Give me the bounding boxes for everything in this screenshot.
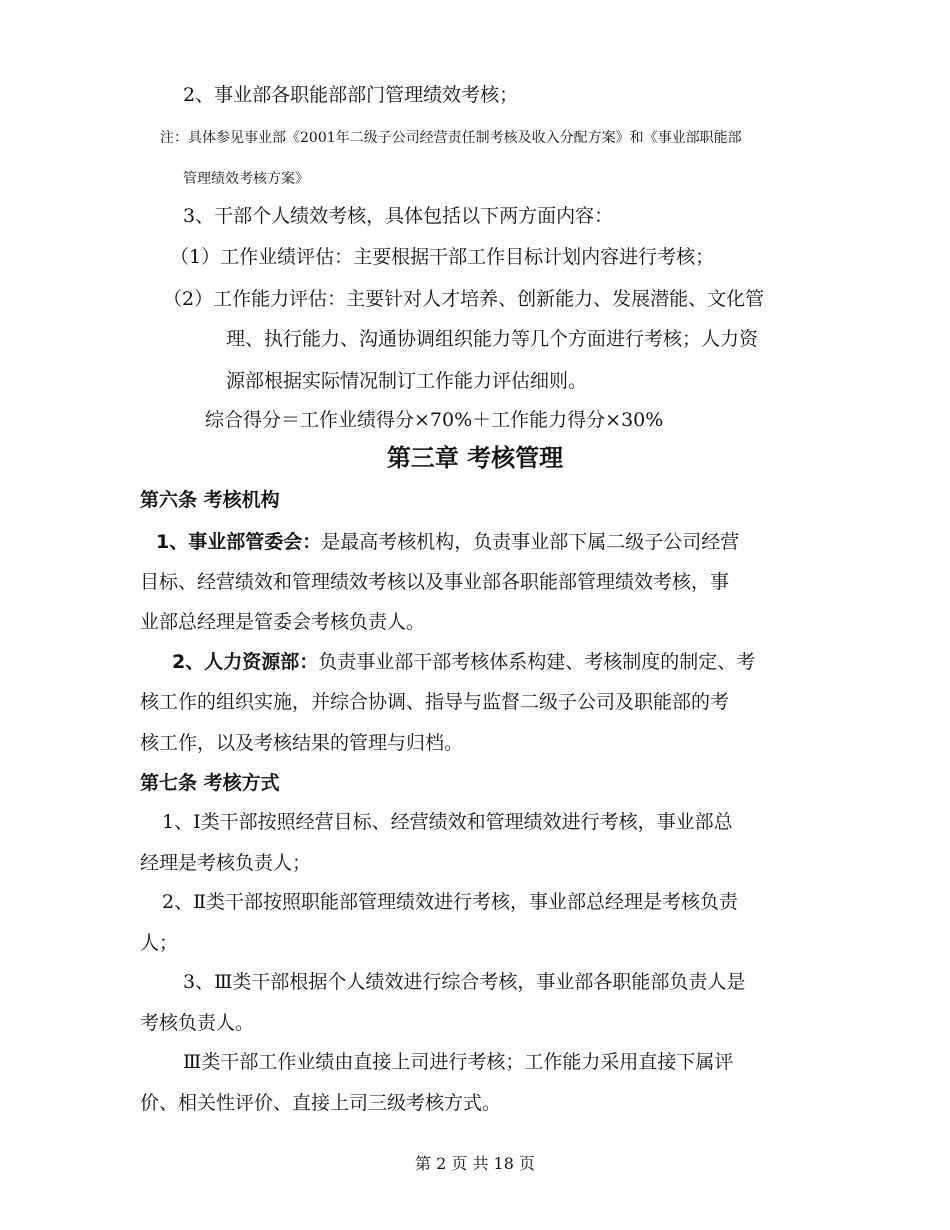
paragraph-lead: 1、事业部管委会： <box>156 531 322 553</box>
chapter-title: 第三章 考核管理 <box>386 444 564 472</box>
paragraph-line: 价、相关性评价、直接上司三级考核方式。 <box>140 1092 502 1114</box>
paragraph-line: 1、Ⅰ类干部按照经营目标、经营绩效和管理绩效进行考核，事业部总 <box>162 811 733 833</box>
formula-line: 综合得分＝工作业绩得分×70%＋工作能力得分×30% <box>205 409 664 431</box>
note-line: 注：具体参见事业部《2001年二级子公司经营责任制考核及收入分配方案》和《事业部职能部 <box>160 130 742 146</box>
paragraph-line: 3、Ⅲ类干部根据个人绩效进行综合考核，事业部各职能部负责人是 <box>183 971 746 993</box>
paragraph-line: Ⅲ类干部工作业绩由直接上司进行考核；工作能力采用直接下属评 <box>183 1051 734 1073</box>
article-title: 第六条 考核机构 <box>140 489 280 511</box>
paragraph-line: 人； <box>140 932 179 954</box>
text-line: 理、执行能力、沟通协调组织能力等几个方面进行考核；人力资 <box>226 328 759 350</box>
paragraph-line <box>156 530 739 554</box>
paragraph-line: 核工作的组织实施，并综合协调、指导与监督二级子公司及职能部的考 <box>140 691 730 713</box>
text-line: 2、事业部各职能部部门管理绩效考核； <box>183 84 519 106</box>
text-line: 3、干部个人绩效考核，具体包括以下两方面内容： <box>183 205 614 227</box>
paragraph-text: 负责事业部干部考核体系构建、考核制度的制定、考 <box>318 651 756 673</box>
paragraph-line: 业部总经理是管委会考核负责人。 <box>140 611 426 633</box>
text-line: （1）工作业绩评估：主要根据干部工作目标计划内容进行考核； <box>170 246 715 268</box>
paragraph-line: 考核负责人。 <box>140 1012 255 1034</box>
text-line: （2）工作能力评估：主要针对人才培养、创新能力、发展潜能、文化管 <box>163 288 765 310</box>
page-footer: 第 2 页 共 18 页 <box>415 1154 535 1173</box>
paragraph-lead: 2、人力资源部： <box>172 651 319 673</box>
note-line: 管理绩效考核方案》 <box>183 171 309 187</box>
article-title: 第七条 考核方式 <box>140 772 280 794</box>
paragraph-line: 目标、经营绩效和管理绩效考核以及事业部各职能部管理绩效考核，事 <box>140 571 730 593</box>
paragraph-line: 经理是考核负责人； <box>140 852 312 874</box>
paragraph-line <box>172 650 755 674</box>
paragraph-text: 是最高考核机构，负责事业部下属二级子公司经营 <box>321 531 740 553</box>
text-line: 源部根据实际情况制订工作能力评估细则。 <box>226 370 588 392</box>
paragraph-line: 2、Ⅱ类干部按照职能部管理绩效进行考核，事业部总经理是考核负责 <box>162 891 739 913</box>
paragraph-line: 核工作，以及考核结果的管理与归档。 <box>140 732 464 754</box>
